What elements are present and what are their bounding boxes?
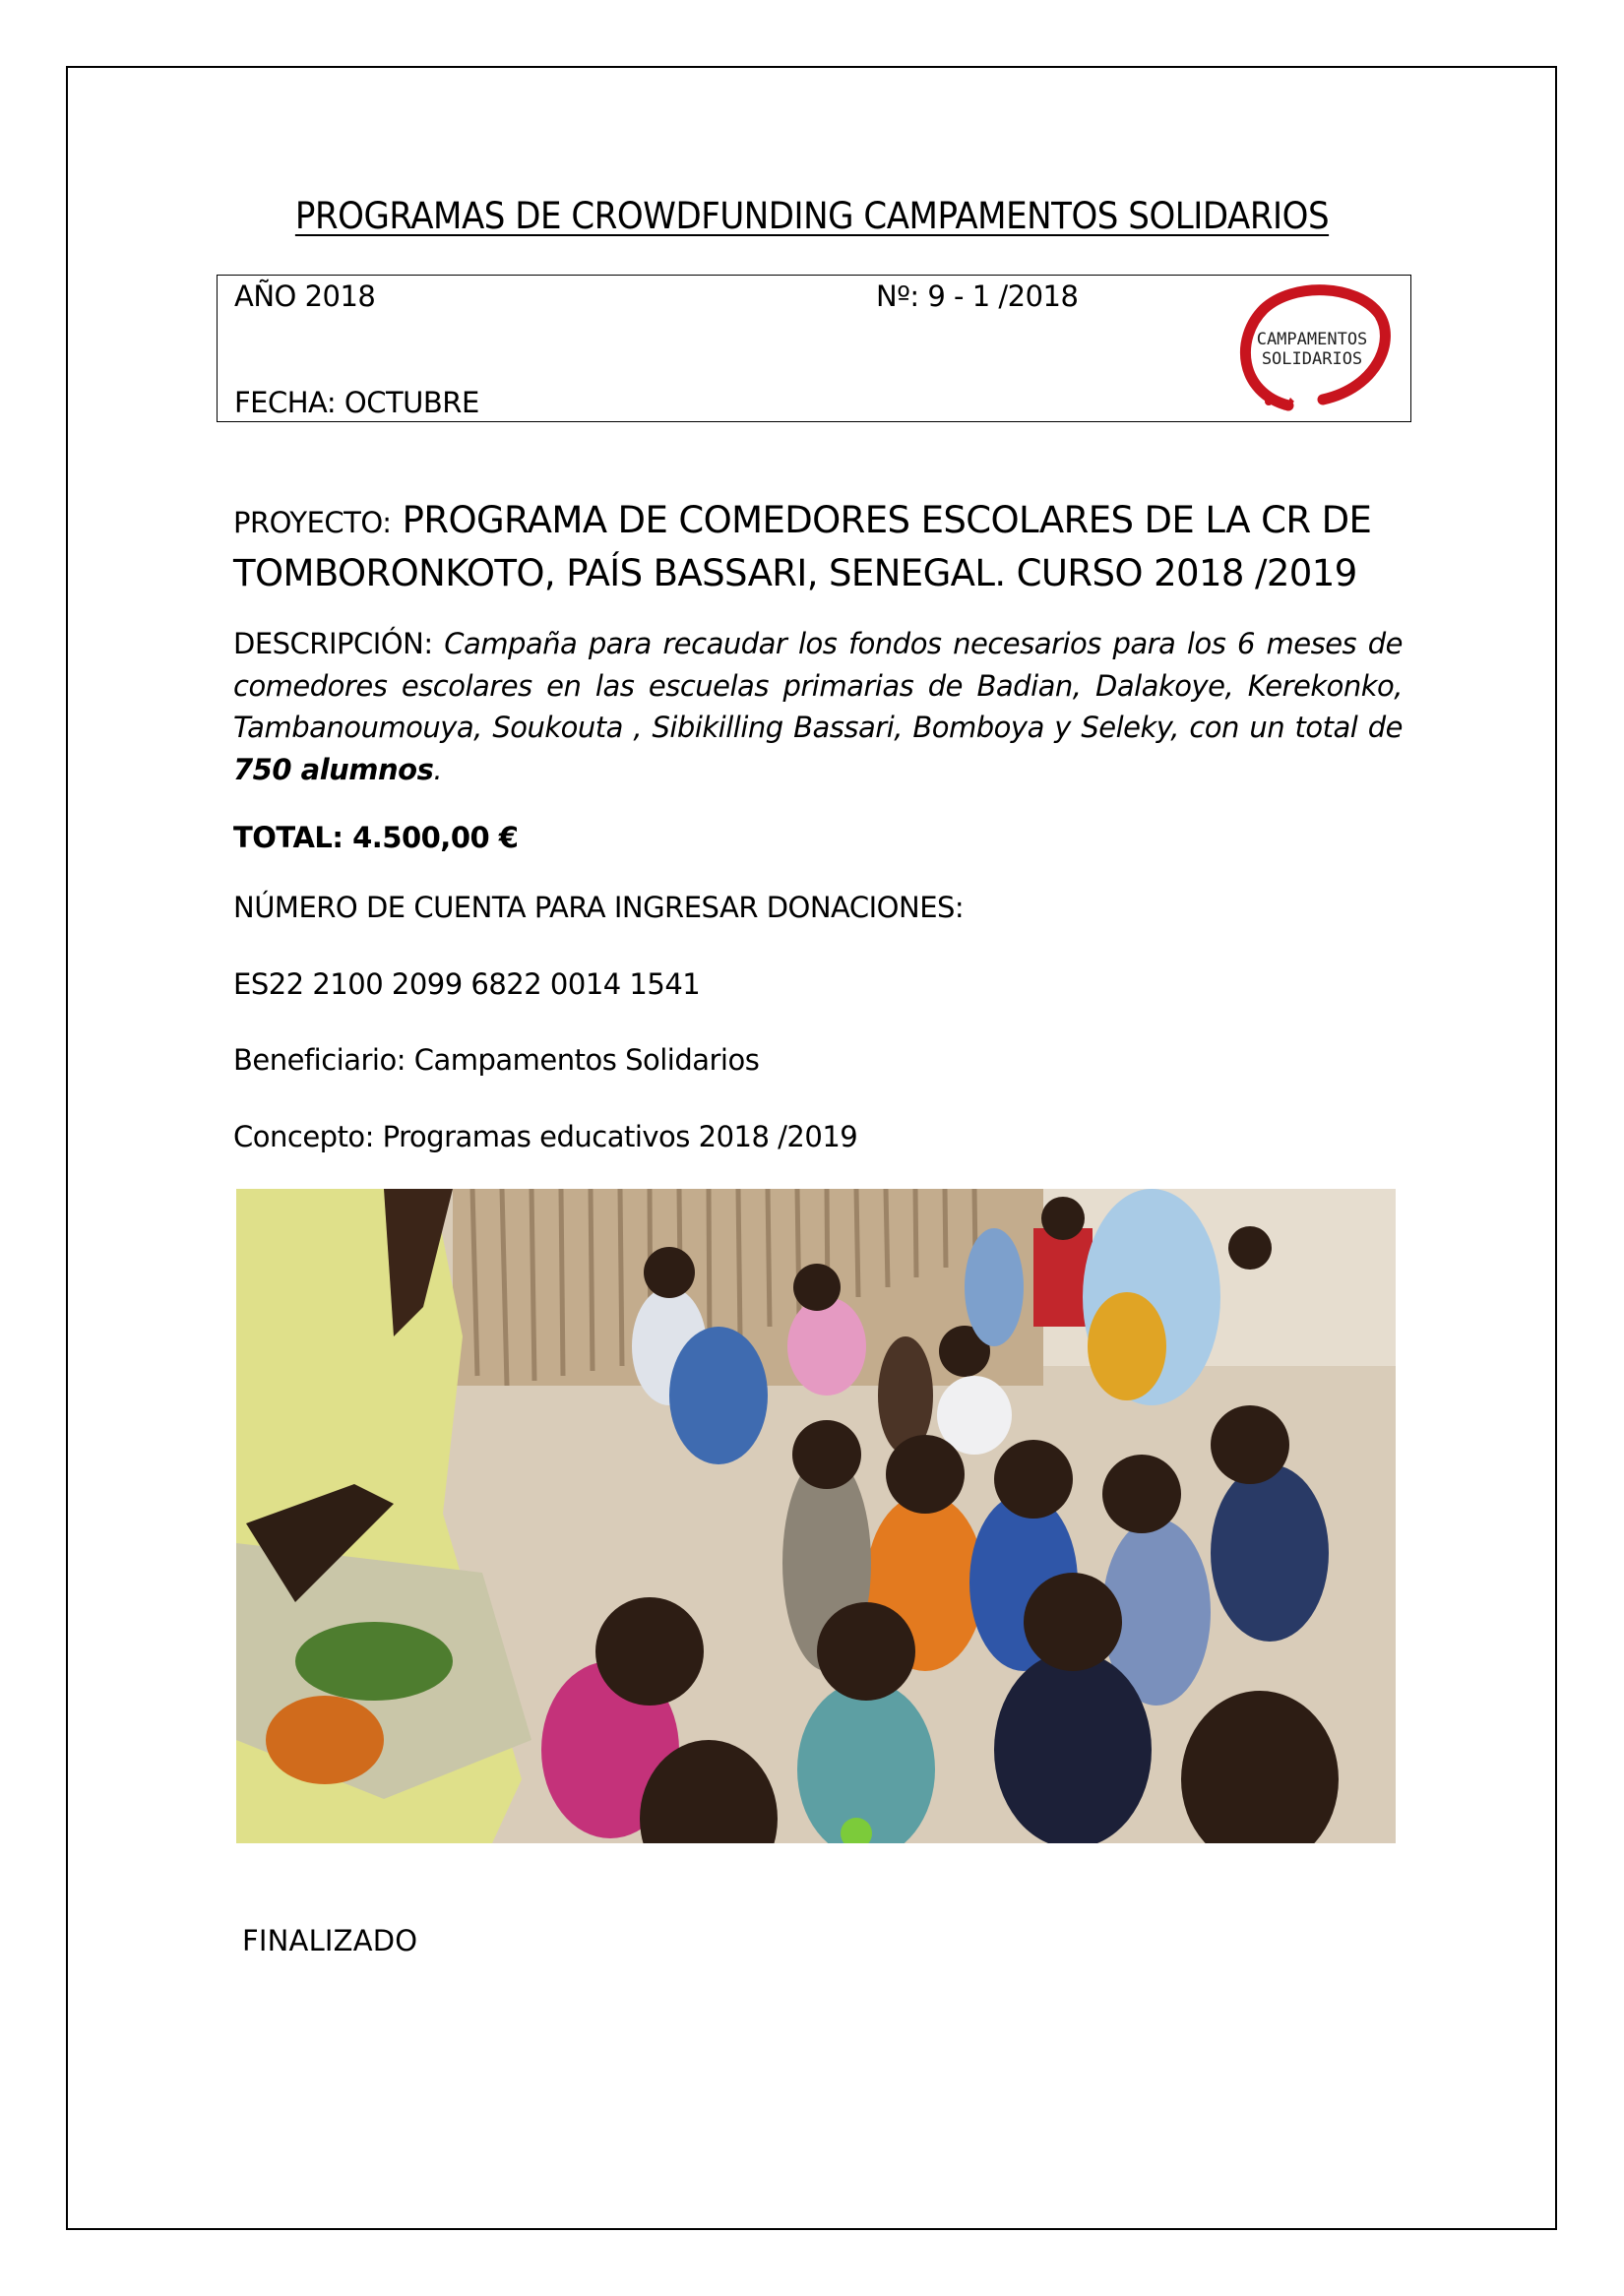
- header-box: [217, 275, 1411, 422]
- project-section: [233, 495, 1414, 599]
- project-title-line1: PROGRAMA DE COMEDORES ESCOLARES DE LA CR DE: [391, 499, 1372, 541]
- logo-text-line1: CAMPAMENTOS: [1256, 330, 1368, 349]
- project-label: PROYECTO:: [233, 506, 392, 539]
- concept: Concepto: Programas educativos 2018 /2019: [233, 1120, 858, 1153]
- project-photo: [236, 1189, 1396, 1843]
- status-label: FINALIZADO: [242, 1924, 418, 1957]
- logo-text-line2: SOLIDARIOS: [1261, 349, 1363, 369]
- date-field: FECHA: OCTUBRE: [234, 386, 479, 419]
- student-count: 750 alumnos: [233, 752, 434, 786]
- project-title-line2: TOMBORONKOTO, PAÍS BASSARI, SENEGAL. CURSO 2018 /2019: [233, 552, 1357, 594]
- description-end: .: [433, 752, 443, 786]
- beneficiary: Beneficiario: Campamentos Solidarios: [233, 1043, 760, 1077]
- year-field: AÑO 2018: [234, 279, 376, 313]
- campamentos-solidarios-logo: [1229, 279, 1393, 415]
- description-section: [233, 623, 1403, 790]
- logo-dot-icon: [1265, 398, 1273, 405]
- description-label: DESCRIPCIÓN:: [233, 627, 445, 660]
- document-title: PROGRAMAS DE CROWDFUNDING CAMPAMENTOS SOLIDARIOS: [294, 195, 1330, 237]
- description-text: Campaña para recaudar los fondos necesarios para los 6 meses de comedores escolares en las escuelas primarias de Badian, Dalakoye, Kerekonko, Tambanoumouya, Soukouta , Sibikilling Bassari, Bomboya y Seleky, con un total de: [233, 627, 1403, 744]
- total-amount: TOTAL: 4.500,00 €: [233, 821, 519, 854]
- account-label: NÚMERO DE CUENTA PARA INGRESAR DONACIONES:: [233, 891, 965, 924]
- reference-number: Nº: 9 - 1 /2018: [876, 279, 1079, 313]
- photo-illustration: [236, 1189, 1396, 1843]
- account-number: ES22 2100 2099 6822 0014 1541: [233, 967, 701, 1001]
